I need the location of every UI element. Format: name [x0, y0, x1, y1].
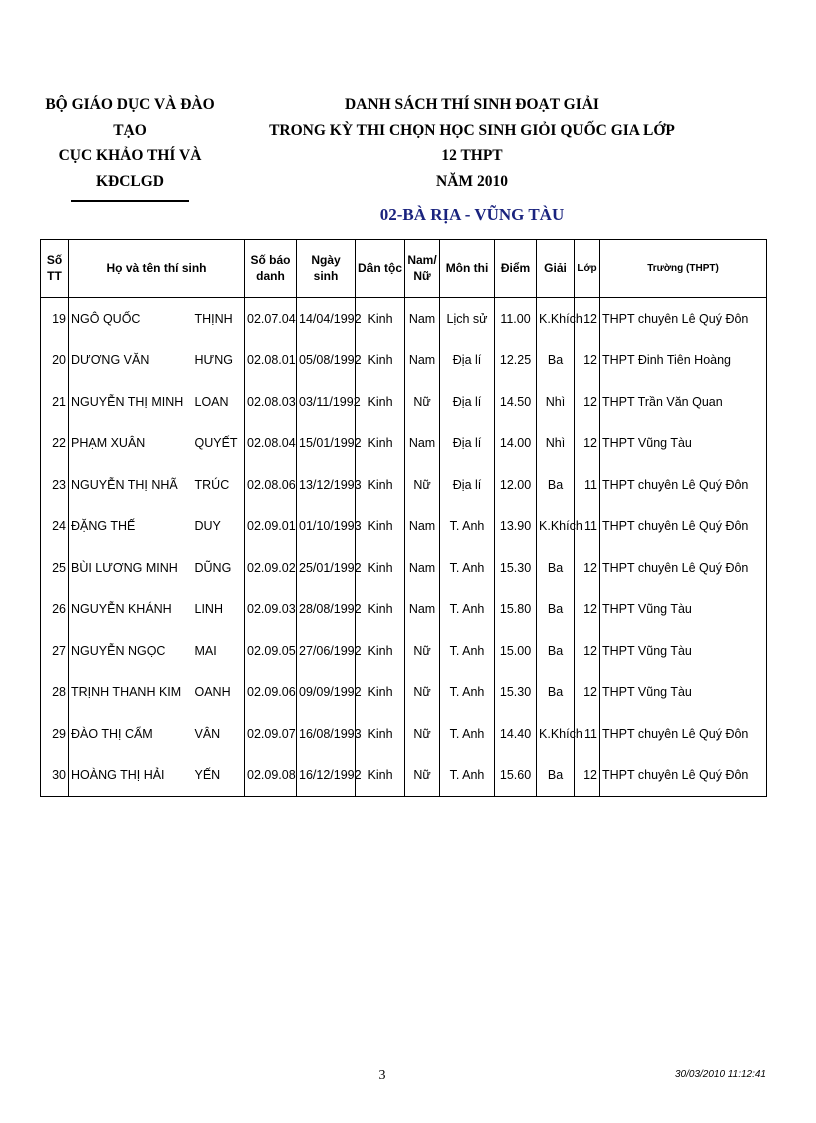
col-header-ethnic: Dân tộc [356, 240, 405, 298]
row-ethnic: Kinh [356, 340, 405, 382]
row-sbd: 02.09.08 [245, 755, 297, 797]
row-prize: Ba [537, 589, 575, 631]
row-school: THPT chuyên Lê Quý Đôn [600, 755, 767, 797]
row-surname: PHẠM XUÂN [69, 423, 193, 465]
row-stt: 19 [41, 298, 69, 340]
row-sbd: 02.09.06 [245, 672, 297, 714]
row-score: 14.40 [495, 713, 537, 755]
col-header-sbd: Số báo danh [245, 240, 297, 298]
row-school: THPT Vũng Tàu [600, 423, 767, 465]
row-prize: Ba [537, 464, 575, 506]
row-ethnic: Kinh [356, 589, 405, 631]
row-score: 15.00 [495, 630, 537, 672]
row-stt: 29 [41, 713, 69, 755]
table-row [41, 464, 767, 506]
row-ethnic: Kinh [356, 298, 405, 340]
row-sbd: 02.07.04 [245, 298, 297, 340]
province-heading: 02-BÀ RỊA - VŨNG TÀU [379, 205, 565, 224]
row-given-name: YẾN [193, 755, 245, 797]
row-prize: Ba [537, 755, 575, 797]
title-line-3: NĂM 2010 [436, 172, 508, 190]
row-stt: 21 [41, 381, 69, 423]
ministry-name: BỘ GIÁO DỤC VÀ ĐÀO TẠO [45, 96, 215, 139]
row-sbd: 02.08.01 [245, 340, 297, 382]
row-subject: T. Anh [440, 547, 495, 589]
row-given-name: DŨNG [193, 547, 245, 589]
row-dob: 25/01/1992 [297, 547, 356, 589]
row-gender: Nam [405, 506, 440, 548]
row-school: THPT Vũng Tàu [600, 630, 767, 672]
row-surname: ĐẶNG THẾ [69, 506, 193, 548]
row-score: 14.50 [495, 381, 537, 423]
row-subject: T. Anh [440, 755, 495, 797]
row-sbd: 02.09.01 [245, 506, 297, 548]
title-line-1: DANH SÁCH THÍ SINH ĐOẠT GIẢI [345, 96, 599, 113]
row-dob: 13/12/1993 [297, 464, 356, 506]
row-score: 11.00 [495, 298, 537, 340]
col-header-school: Trường (THPT) [600, 240, 767, 298]
results-body [41, 298, 767, 797]
row-score: 15.30 [495, 547, 537, 589]
row-stt: 25 [41, 547, 69, 589]
row-gender: Nữ [405, 630, 440, 672]
issuer-header [30, 92, 230, 202]
row-gender: Nam [405, 589, 440, 631]
row-subject: T. Anh [440, 713, 495, 755]
row-school: THPT Đinh Tiên Hoàng [600, 340, 767, 382]
col-header-stt: Số TT [41, 240, 69, 298]
table-row [41, 589, 767, 631]
row-stt: 23 [41, 464, 69, 506]
row-sbd: 02.09.03 [245, 589, 297, 631]
row-ethnic: Kinh [356, 464, 405, 506]
table-row [41, 547, 767, 589]
table-row [41, 630, 767, 672]
row-gender: Nam [405, 340, 440, 382]
row-ethnic: Kinh [356, 672, 405, 714]
row-dob: 16/08/1993 [297, 713, 356, 755]
table-row [41, 340, 767, 382]
row-score: 15.80 [495, 589, 537, 631]
row-school: THPT chuyên Lê Quý Đôn [600, 713, 767, 755]
row-prize: K.Khích [537, 713, 575, 755]
row-ethnic: Kinh [356, 630, 405, 672]
row-given-name: DUY [193, 506, 245, 548]
row-prize: Ba [537, 340, 575, 382]
row-ethnic: Kinh [356, 381, 405, 423]
row-school: THPT chuyên Lê Quý Đôn [600, 298, 767, 340]
department-name: CỤC KHẢO THÍ VÀ KĐCLGD [58, 147, 202, 190]
row-prize: Ba [537, 630, 575, 672]
row-grade: 12 [575, 630, 600, 672]
row-sbd: 02.09.05 [245, 630, 297, 672]
row-surname: HOÀNG THỊ HẢI [69, 755, 193, 797]
row-ethnic: Kinh [356, 713, 405, 755]
row-given-name: LINH [193, 589, 245, 631]
row-subject: Địa lí [440, 381, 495, 423]
row-given-name: MAI [193, 630, 245, 672]
row-prize: Nhì [537, 381, 575, 423]
col-header-name: Họ và tên thí sinh [69, 240, 245, 298]
row-stt: 24 [41, 506, 69, 548]
col-header-score: Điểm [495, 240, 537, 298]
row-given-name: THỊNH [193, 298, 245, 340]
row-grade: 12 [575, 755, 600, 797]
row-dob: 27/06/1992 [297, 630, 356, 672]
table-row [41, 298, 767, 340]
row-school: THPT Vũng Tàu [600, 672, 767, 714]
document-title [262, 92, 682, 194]
table-row [41, 381, 767, 423]
row-ethnic: Kinh [356, 506, 405, 548]
row-surname: NGÔ QUỐC [69, 298, 193, 340]
row-subject: T. Anh [440, 672, 495, 714]
row-given-name: QUYẾT [193, 423, 245, 465]
row-dob: 28/08/1992 [297, 589, 356, 631]
row-subject: T. Anh [440, 630, 495, 672]
row-sbd: 02.08.04 [245, 423, 297, 465]
row-prize: K.Khích [537, 298, 575, 340]
row-grade: 12 [575, 298, 600, 340]
title-line-2: TRONG KỲ THI CHỌN HỌC SINH GIỎI QUỐC GIA LỚP 12 THPT [269, 121, 675, 165]
row-ethnic: Kinh [356, 423, 405, 465]
row-gender: Nam [405, 423, 440, 465]
row-prize: K.Khích [537, 506, 575, 548]
col-header-subject: Môn thi [440, 240, 495, 298]
col-header-dob: Ngày sinh [297, 240, 356, 298]
row-subject: Lịch sử [440, 298, 495, 340]
table-row [41, 755, 767, 797]
row-stt: 20 [41, 340, 69, 382]
row-given-name: VÂN [193, 713, 245, 755]
row-given-name: TRÚC [193, 464, 245, 506]
row-dob: 14/04/1992 [297, 298, 356, 340]
row-score: 15.60 [495, 755, 537, 797]
row-grade: 12 [575, 589, 600, 631]
row-surname: NGUYỄN NGỌC [69, 630, 193, 672]
row-stt: 26 [41, 589, 69, 631]
results-table [40, 239, 767, 797]
row-gender: Nữ [405, 464, 440, 506]
row-dob: 03/11/1992 [297, 381, 356, 423]
row-sbd: 02.09.02 [245, 547, 297, 589]
table-row [41, 713, 767, 755]
row-grade: 12 [575, 547, 600, 589]
row-prize: Nhì [537, 423, 575, 465]
row-score: 12.00 [495, 464, 537, 506]
row-gender: Nam [405, 298, 440, 340]
row-sbd: 02.08.03 [245, 381, 297, 423]
table-header-row [41, 240, 767, 298]
row-surname: NGUYỄN KHÁNH [69, 589, 193, 631]
row-grade: 11 [575, 464, 600, 506]
page-number: 3 [378, 1068, 386, 1083]
row-school: THPT Trần Văn Quan [600, 381, 767, 423]
row-ethnic: Kinh [356, 755, 405, 797]
row-surname: NGUYỄN THỊ NHÃ [69, 464, 193, 506]
row-surname: ĐÀO THỊ CẨM [69, 713, 193, 755]
print-timestamp: 30/03/2010 11:12:41 [674, 1069, 766, 1080]
row-grade: 12 [575, 423, 600, 465]
row-given-name: HƯNG [193, 340, 245, 382]
row-stt: 28 [41, 672, 69, 714]
row-subject: Địa lí [440, 423, 495, 465]
row-stt: 30 [41, 755, 69, 797]
row-surname: TRỊNH THANH KIM [69, 672, 193, 714]
row-gender: Nữ [405, 755, 440, 797]
row-score: 15.30 [495, 672, 537, 714]
row-gender: Nam [405, 547, 440, 589]
col-header-prize: Giải [537, 240, 575, 298]
row-dob: 01/10/1993 [297, 506, 356, 548]
table-row [41, 506, 767, 548]
row-stt: 22 [41, 423, 69, 465]
row-stt: 27 [41, 630, 69, 672]
row-subject: Địa lí [440, 464, 495, 506]
row-sbd: 02.08.06 [245, 464, 297, 506]
row-surname: NGUYỄN THỊ MINH [69, 381, 193, 423]
row-subject: T. Anh [440, 589, 495, 631]
row-grade: 12 [575, 672, 600, 714]
row-given-name: LOAN [193, 381, 245, 423]
row-grade: 12 [575, 381, 600, 423]
table-row [41, 672, 767, 714]
row-sbd: 02.09.07 [245, 713, 297, 755]
header-underline [71, 200, 189, 202]
col-header-gender: Nam/ Nữ [405, 240, 440, 298]
row-school: THPT chuyên Lê Quý Đôn [600, 464, 767, 506]
row-dob: 09/09/1992 [297, 672, 356, 714]
row-school: THPT chuyên Lê Quý Đôn [600, 506, 767, 548]
row-prize: Ba [537, 672, 575, 714]
row-dob: 05/08/1992 [297, 340, 356, 382]
row-surname: BÙI LƯƠNG MINH [69, 547, 193, 589]
row-subject: Địa lí [440, 340, 495, 382]
table-row [41, 423, 767, 465]
row-grade: 11 [575, 506, 600, 548]
row-gender: Nữ [405, 672, 440, 714]
row-score: 14.00 [495, 423, 537, 465]
row-subject: T. Anh [440, 506, 495, 548]
row-given-name: OANH [193, 672, 245, 714]
row-school: THPT Vũng Tàu [600, 589, 767, 631]
row-prize: Ba [537, 547, 575, 589]
row-grade: 11 [575, 713, 600, 755]
row-grade: 12 [575, 340, 600, 382]
row-score: 13.90 [495, 506, 537, 548]
row-ethnic: Kinh [356, 547, 405, 589]
row-score: 12.25 [495, 340, 537, 382]
col-header-grade: Lớp [575, 240, 600, 298]
row-gender: Nữ [405, 381, 440, 423]
row-dob: 16/12/1992 [297, 755, 356, 797]
row-school: THPT chuyên Lê Quý Đôn [600, 547, 767, 589]
row-surname: DƯƠNG VĂN [69, 340, 193, 382]
row-dob: 15/01/1992 [297, 423, 356, 465]
row-gender: Nữ [405, 713, 440, 755]
